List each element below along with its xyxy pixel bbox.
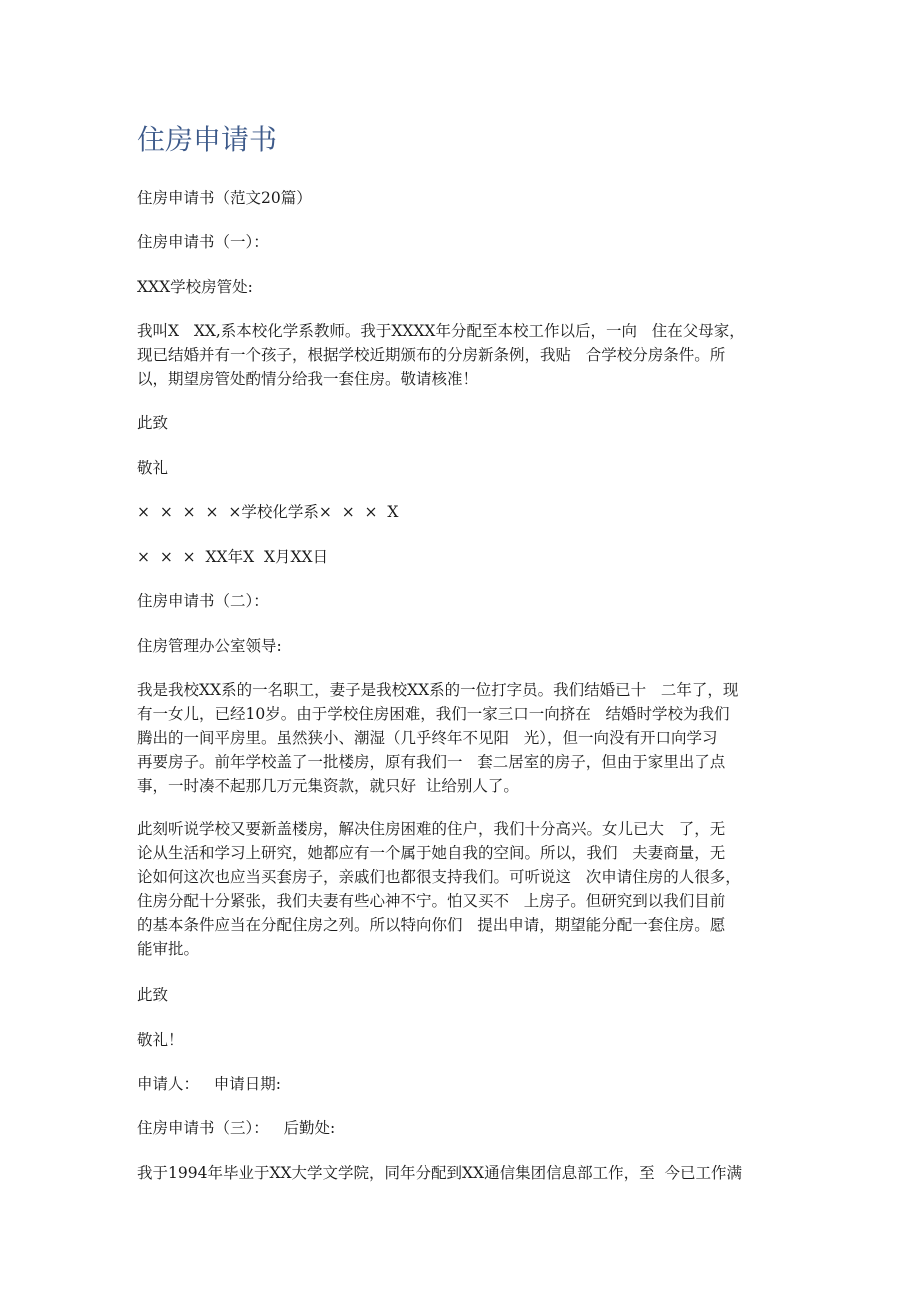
- letter2-para1-line: 再要房子。前年学校盖了一批楼房，原有我们一 套二居室的房子，但由于家里出了点: [137, 753, 726, 771]
- letter1-body-line: 以，期望房管处酌情分给我一套住房。敬请核准！: [137, 370, 479, 388]
- page-title: 住房申请书: [137, 123, 278, 156]
- letter2-heading: 住房申请书（二）：: [137, 592, 269, 610]
- letter3-heading: 住房申请书（三）： 后勤处:: [137, 1119, 336, 1137]
- letter2-para2-line: 论从生活和学习上研究，她都应有一个属于她自我的空间。所以，我们 夫妻商量，无: [137, 844, 726, 862]
- letter1-date: × × × XX年X X月XX日: [137, 548, 329, 566]
- letter1-heading: 住房申请书（一）：: [137, 233, 269, 251]
- letter2-closing-2: 敬礼！: [137, 1031, 184, 1049]
- letter2-para1-line: 我是我校XX系的一名职工，妻子是我校XX系的一位打字员。我们结婚已十 二年了，现: [137, 681, 739, 699]
- letter2-para1-line: 事，一时凑不起那几万元集资款，就只好 让给别人了。: [137, 777, 519, 795]
- letter2-para2-line: 能审批。: [137, 940, 200, 958]
- letter2-applicant: 申请人： 申请日期:: [137, 1075, 282, 1093]
- letter2-paragraph-2: [137, 817, 789, 961]
- subtitle: 住房申请书（范文20篇）: [137, 189, 312, 207]
- letter1-body-line: 现已结婚并有一个孩子，根据学校近期颁布的分房新条例，我贴 合学校分房条件。所: [137, 346, 726, 364]
- letter1-closing-2: 敬礼: [137, 459, 169, 477]
- letter2-addressee: 住房管理办公室领导:: [137, 637, 282, 655]
- letter3-body-line: 我于1994年毕业于XX大学文学院，同年分配到XX通信集团信息部工作，至 今已工作满: [137, 1164, 742, 1182]
- letter1-addressee: XXX学校房管处:: [137, 278, 253, 296]
- letter2-para2-line: 的基本条件应当在分配住房之列。所以特向你们 提出申请，期望能分配一套住房。愿: [137, 916, 726, 934]
- letter2-para2-line: 住房分配十分紧张，我们夫妻有些心神不宁。怕又买不 上房子。但研究到以我们目前: [137, 892, 726, 910]
- letter2-paragraph-1: [137, 678, 789, 798]
- letter1-body-line: 我叫X XX,系本校化学系教师。我于XXXX年分配至本校工作以后，一向 住在父母家，: [137, 322, 745, 340]
- letter1-closing-1: 此致: [137, 414, 169, 432]
- letter2-para2-line: 论如何这次也应当买套房子，亲戚们也都很支持我们。可听说这 次申请住房的人很多，: [137, 868, 741, 886]
- letter1-body: [137, 319, 789, 391]
- letter2-para2-line: 此刻听说学校又要新盖楼房，解决住房困难的住户，我们十分高兴。女儿已大 了，无: [137, 820, 726, 838]
- letter1-signature: × × × × ×学校化学系× × × X: [137, 503, 399, 521]
- letter2-para1-line: 有一女儿，已经10岁。由于学校住房困难，我们一家三口一向挤在 结婚时学校为我们: [137, 705, 730, 723]
- letter2-closing-1: 此致: [137, 986, 169, 1004]
- letter2-para1-line: 腾出的一间平房里。虽然狭小、潮湿（几乎终年不见阳 光），但一向没有开口向学习: [137, 729, 718, 747]
